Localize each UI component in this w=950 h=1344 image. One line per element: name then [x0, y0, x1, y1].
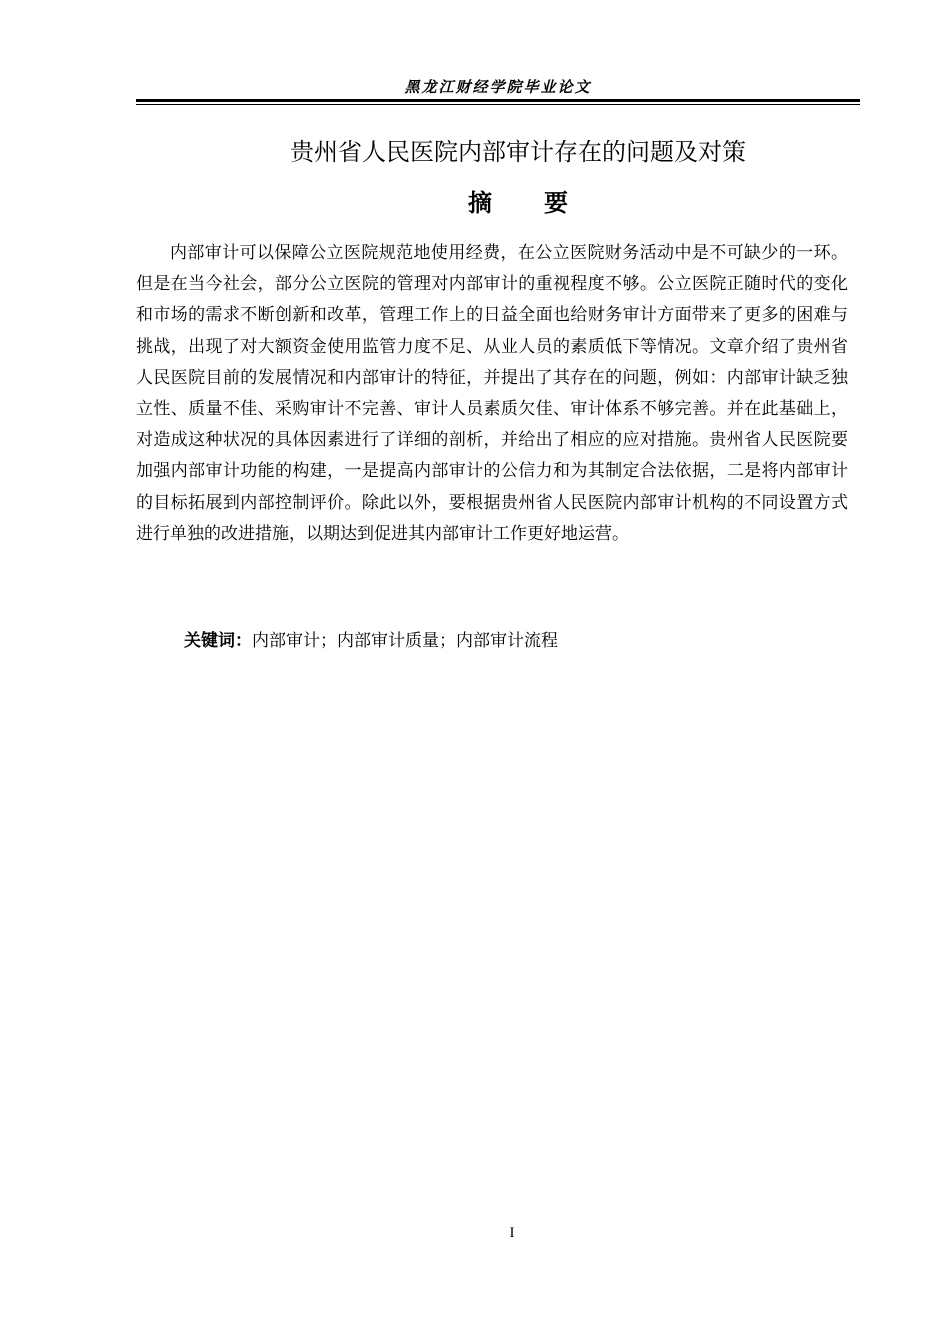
keywords-line — [184, 627, 558, 655]
keywords-label: 关键词： — [184, 631, 252, 651]
abstract-heading-left: 摘 — [468, 189, 492, 217]
thesis-title: 贵州省人民医院内部审计存在的问题及对策 — [290, 138, 746, 166]
abstract-heading — [136, 183, 900, 218]
keywords-value: 内部审计；内部审计质量；内部审计流程 — [252, 631, 558, 651]
abstract-body: 内部审计可以保障公立医院规范地使用经费，在公立医院财务活动中是不可缺少的一环。但是在当今社会，部分公立医院的管理对内部审计的重视程度不够。公立医院正随时代的变化和市场的需求不断创新和改革，管理工作上的日益全面也给财务审计方面带来了更多的困难与挑战，出现了对大额资金使用监管力度不足、从业人员的素质低下等情况。文章介绍了贵州省人民医院目前的发展情况和内部审计的特征，并提出了其存在的问题，例如：内部审计缺乏独立性、质量不佳、采购审计不完善、审计人员素质欠佳、审计体系不够完善。并在此基础上，对造成这种状况的具体因素进行了详细的剖析，并给出了相应的应对措施。贵州省人民医院要加强内部审计功能的构建，一是提高内部审计的公信力和为其制定合法依据，二是将内部审计的目标拓展到内部控制评价。除此以外，要根据贵州省人民医院内部审计机构的不同设置方式进行单独的改进措施，以期达到促进其内部审计工作更好地运营。 — [136, 243, 848, 544]
header-rule-thin — [136, 104, 860, 105]
page-number: I — [509, 1225, 515, 1241]
header-rule-thick — [136, 99, 860, 102]
abstract-heading-right: 要 — [544, 189, 568, 217]
running-header: 黑龙江财经学院毕业论文 — [404, 78, 592, 96]
